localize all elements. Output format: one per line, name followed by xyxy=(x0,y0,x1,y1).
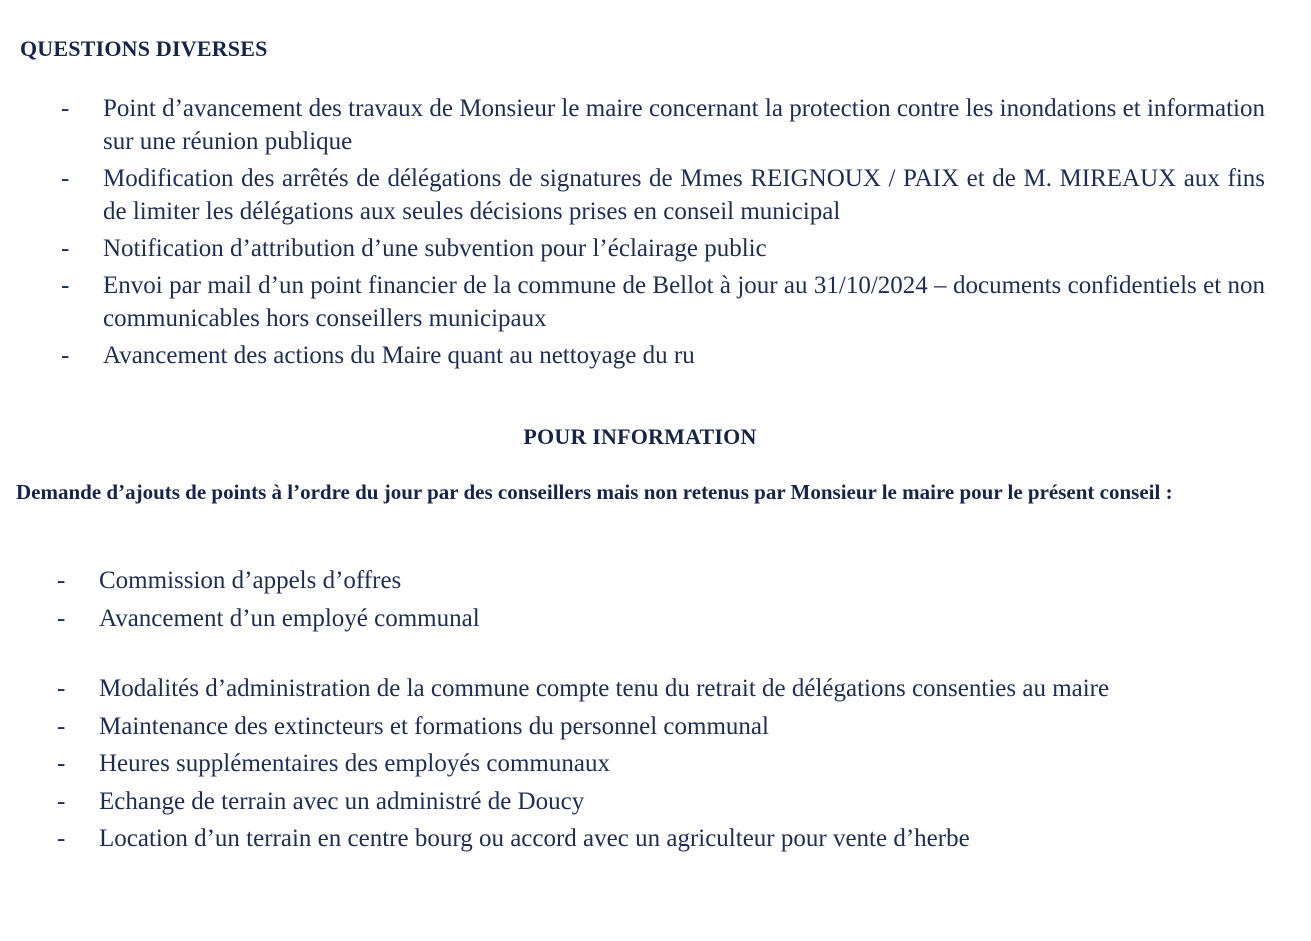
questions-diverses-list xyxy=(61,92,1265,376)
list-item-text: Modification des arrêtés de délégations de signatures de Mmes REIGNOUX / PAIX et de M. MIREAUX aux fins de limiter les délégations aux seules décisions prises en conseil municipal xyxy=(103,165,1265,225)
list-item xyxy=(57,708,1289,746)
list-item xyxy=(57,562,1279,600)
list-item-text: Point d’avancement des travaux de Monsieur le maire concernant la protection contre les inondations et information sur une réunion publique xyxy=(103,95,1265,155)
dash-bullet: - xyxy=(57,750,66,777)
dash-bullet: - xyxy=(61,165,70,192)
dash-bullet: - xyxy=(61,95,70,122)
list-item-text: Commission d’appels d’offres xyxy=(99,567,402,594)
list-item xyxy=(61,162,1265,228)
list-item xyxy=(57,670,1289,708)
dash-bullet: - xyxy=(57,675,66,702)
list-item xyxy=(57,745,1289,783)
dash-bullet: - xyxy=(61,342,70,369)
pour-information-intro: Demande d’ajouts de points à l’ordre du jour par des conseillers mais non retenus par Monsieur le maire pour le présent conseil : xyxy=(16,480,1173,504)
list-item xyxy=(61,339,1265,372)
list-item xyxy=(61,92,1265,158)
dash-bullet: - xyxy=(61,272,70,299)
list-item-text: Avancement d’un employé communal xyxy=(99,605,480,632)
list-item-text: Avancement des actions du Maire quant au nettoyage du ru xyxy=(103,342,695,369)
list-item-text: Maintenance des extincteurs et formations du personnel communal xyxy=(99,712,769,740)
dash-bullet: - xyxy=(57,787,66,815)
list-item-text: Heures supplémentaires des employés communaux xyxy=(99,750,610,777)
list-item-text: Modalités d’administration de la commune compte tenu du retrait de délégations consenties au maire xyxy=(99,675,1110,702)
list-item-text: Echange de terrain avec un administré de Doucy xyxy=(99,787,585,815)
pour-information-list-a xyxy=(57,562,1279,638)
list-item-text: Notification d’attribution d’une subvention pour l’éclairage public xyxy=(103,235,767,262)
list-item xyxy=(57,783,1289,821)
dash-bullet: - xyxy=(61,235,70,262)
dash-bullet: - xyxy=(57,567,66,594)
list-item xyxy=(57,600,1279,638)
list-item xyxy=(61,232,1265,265)
list-item-text: Location d’un terrain en centre bourg ou accord avec un agriculteur pour vente d’herbe xyxy=(99,825,970,852)
section-heading-pour-information: POUR INFORMATION xyxy=(523,424,757,449)
dash-bullet: - xyxy=(57,825,66,852)
dash-bullet: - xyxy=(57,605,66,632)
dash-bullet: - xyxy=(57,712,66,740)
section-heading-questions-diverses: QUESTIONS DIVERSES xyxy=(20,36,268,61)
list-item-text: Envoi par mail d’un point financier de la commune de Bellot à jour au 31/10/2024 – documents confidentiels et non communicables hors conseillers municipaux xyxy=(103,272,1265,332)
list-item xyxy=(57,820,1289,858)
pour-information-list-b xyxy=(57,670,1289,858)
list-item xyxy=(61,269,1265,335)
